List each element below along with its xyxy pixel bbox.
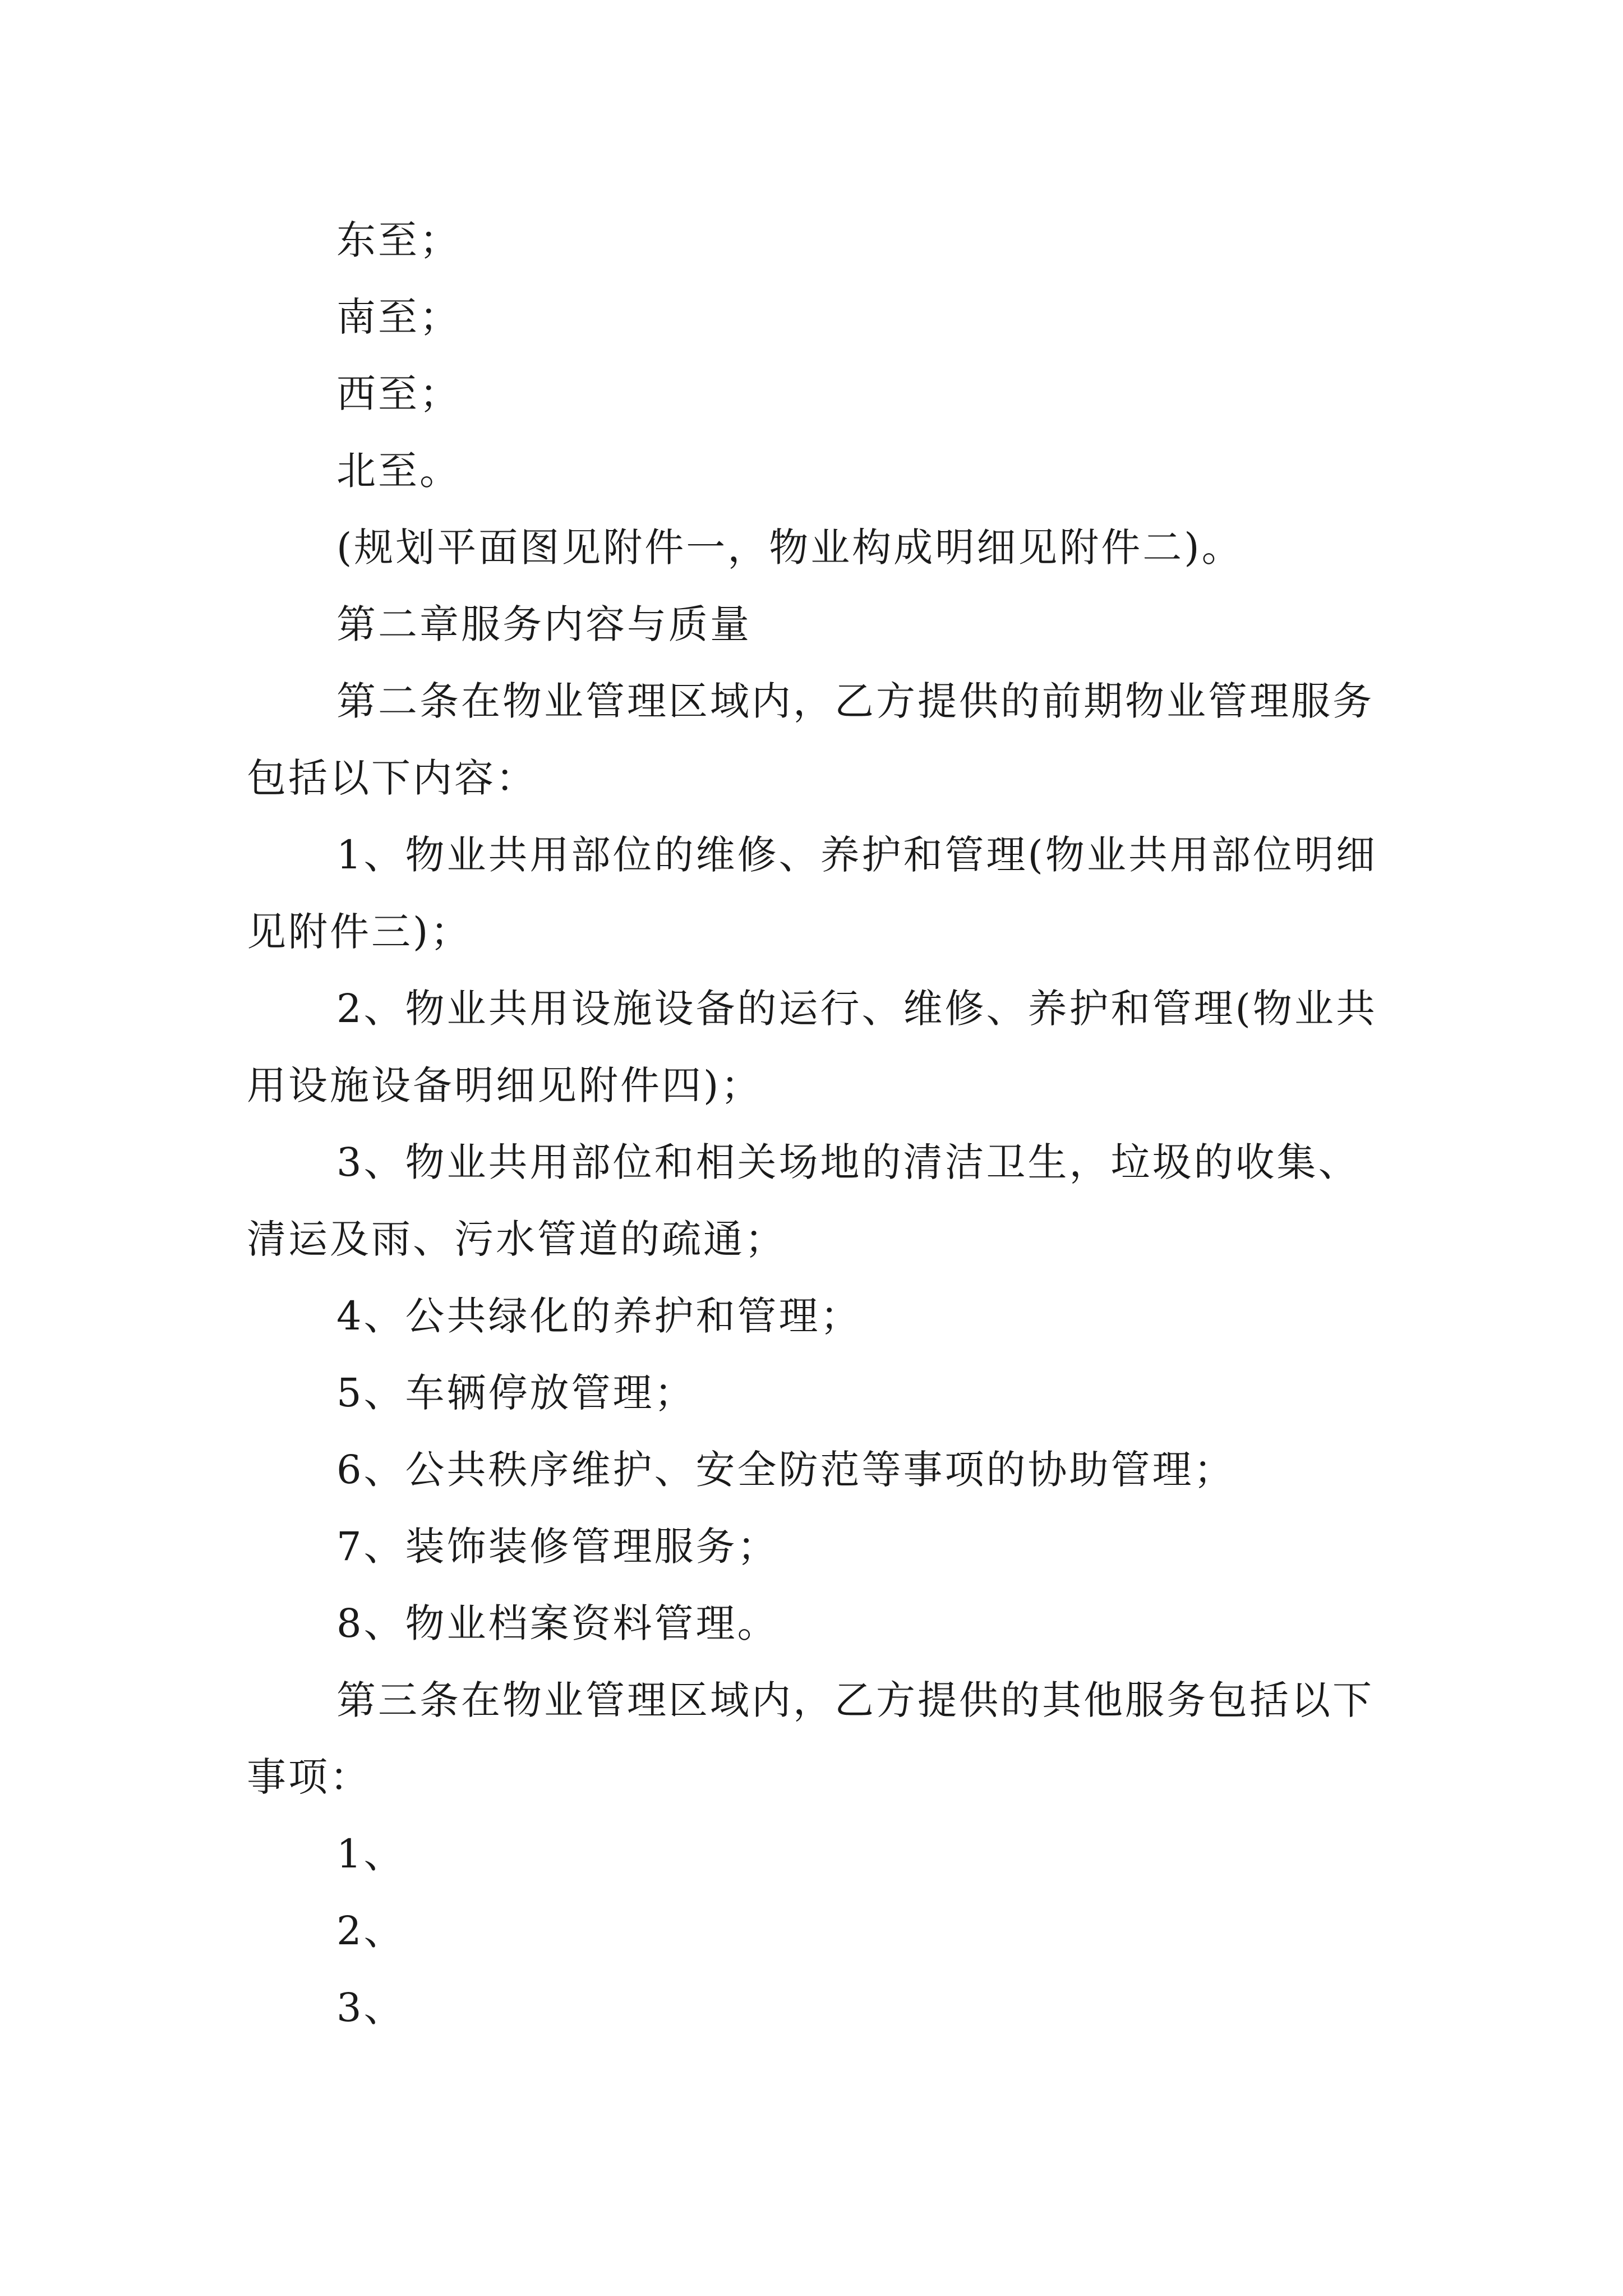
document-body	[247, 202, 1391, 2046]
list-item: 3、物业共用部位和相关场地的清洁卫生，垃圾的收集、清运及雨、污水管道的疏通；	[247, 1139, 1360, 1262]
paragraph-south-boundary: 南至；	[336, 294, 461, 340]
list-item: 7、装饰装修管理服务；	[336, 1524, 779, 1570]
list-item: 8、物业档案资料管理。	[336, 1600, 779, 1646]
paragraph-north-boundary: 北至。	[336, 448, 461, 494]
list-item: 1、	[336, 1831, 405, 1877]
list-item: 1、物业共用部位的维修、养护和管理(物业共用部位明细见附件三)；	[247, 832, 1377, 955]
paragraph-east-boundary: 东至；	[336, 217, 461, 263]
list-item: 2、	[336, 1908, 405, 1954]
article-three: 第三条在物业管理区域内，乙方提供的其他服务包括以下事项：	[247, 1677, 1374, 1800]
list-item: 2、物业共用设施设备的运行、维修、养护和管理(物业共用设施设备明细见附件四)；	[247, 986, 1377, 1108]
article-two: 第二条在物业管理区域内，乙方提供的前期物业管理服务包括以下内容：	[247, 678, 1374, 801]
paragraph-attachment-note: (规划平面图见附件一，物业构成明细见附件二)。	[336, 524, 1243, 570]
list-item: 5、车辆停放管理；	[336, 1370, 696, 1416]
chapter-two-heading: 第二章服务内容与质量	[336, 601, 751, 647]
list-item: 6、公共秩序维护、安全防范等事项的协助管理；	[336, 1447, 1235, 1493]
list-item: 3、	[336, 1985, 405, 2031]
paragraph-west-boundary: 西至；	[336, 371, 461, 417]
list-item: 4、公共绿化的养护和管理；	[336, 1293, 862, 1339]
